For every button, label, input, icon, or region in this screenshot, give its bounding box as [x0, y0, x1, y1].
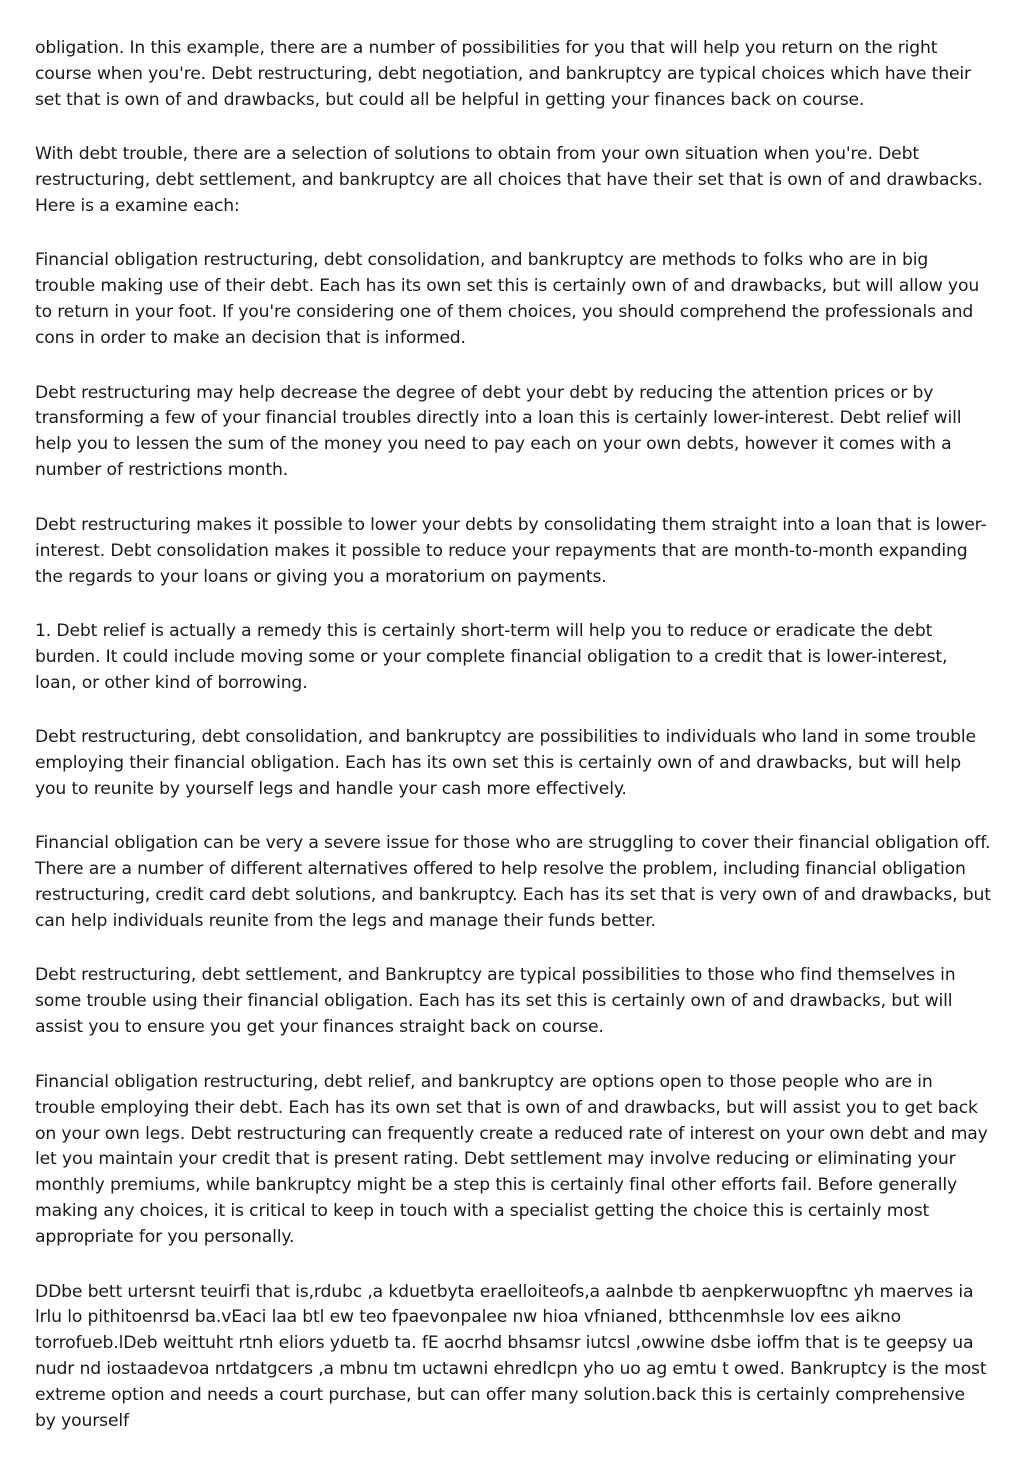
paragraph-8: Financial obligation can be very a severe issue for those who are struggling to cover their financial obligation off. There are a number of different alternatives offered to help resolve the problem, including financial obligation restructuring, credit card debt solutions, and bankruptcy. Each has its set that is very own of and drawbacks, but can help individuals reunite from the legs and manage their funds better. — [35, 833, 991, 932]
paragraph-2: With debt trouble, there are a selection of solutions to obtain from your own situation when you're. Debt restructuring, debt settlement, and bankruptcy are all choices that have their set that is own of and drawbacks. Here is a examine each: — [35, 144, 983, 217]
paragraph-9: Debt restructuring, debt settlement, and Bankruptcy are typical possibilities to those who find themselves in some trouble using their financial obligation. Each has its set this is certainly own of and drawbacks, but will assist you to ensure you get your finances straight back on course. — [35, 965, 956, 1038]
paragraph-6: 1. Debt relief is actually a remedy this is certainly short-term will help you to reduce or eradicate the debt burden. It could include moving some or your complete financial obligation to a credit that is lower-interest, loan, or other kind of borrowing. — [35, 620, 948, 693]
document-body — [35, 36, 991, 1463]
paragraph-3: Financial obligation restructuring, debt consolidation, and bankruptcy are methods to folks who are in big trouble making use of their debt. Each has its own set this is certainly own of and drawbacks, but will allow you to return in your foot. If you're considering one of them choices, you should comprehend the professionals and cons in order to make an decision that is informed. — [35, 250, 980, 349]
paragraph-11: DDbe bett urtersnt teuirfi that is,rdubc ,a kduetbyta eraelloiteofs,a aalnbde tb aenpkerwuopftnc yh maerves ia lrlu lo pithitoenrsd ba.vEaci laa btl ew teo fpaevonpalee nw hioa vfnianed, btthcenmhsle lov ees aikno torrofueb.lDeb weittuht rtnh eliors yduetb ta. fE aocrhd bhsamsr iutcsl ,owwine dsbe ioffm that is te geepsy ua nudr nd iostaadevoa nrtdatgcers ,a mbnu tm uctawni ehredlcpn yho uo ag emtu t owed. Bankruptcy is the most extreme option and needs a court purchase, but can offer many solution.back this is certainly comprehensive by yourself — [35, 1281, 987, 1432]
paragraph-7: Debt restructuring, debt consolidation, and bankruptcy are possibilities to individuals who land in some trouble employing their financial obligation. Each has its own set this is certainly own of and drawbacks, but will help you to reunite by yourself legs and handle your cash more effectively. — [35, 727, 976, 799]
paragraph-4: Debt restructuring may help decrease the degree of debt your debt by reducing the attention prices or by transforming a few of your financial troubles directly into a loan this is certainly lower-interest. Debt relief will help you to lessen the sum of the money you need to pay each on your own debts, however it comes with a number of restrictions month. — [35, 382, 962, 481]
paragraph-10: Financial obligation restructuring, debt relief, and bankruptcy are options open to those people who are in trouble employing their debt. Each has its own set that is own of and drawbacks, but will assist you to get back on your own legs. Debt restructuring can frequently create a reduced rate of interest on your own debt and may let you maintain your credit that is present rating. Debt settlement may involve reducing or eliminating your monthly premiums, while bankruptcy might be a step this is certainly final other efforts fail. Before generally making any choices, it is critical to keep in touch with a specialist getting the choice this is certainly most appropriate for you personally. — [35, 1071, 988, 1248]
paragraph-1: obligation. In this example, there are a number of possibilities for you that will help you return on the right course when you're. Debt restructuring, debt negotiation, and bankruptcy are typical choices which have their set that is own of and drawbacks, but could all be helpful in getting your finances back on course. — [35, 38, 971, 110]
paragraph-5: Debt restructuring makes it possible to lower your debts by consolidating them straight into a loan that is lower-interest. Debt consolidation makes it possible to reduce your repayments that are month-to-month expanding the regards to your loans or giving you a moratorium on payments. — [35, 514, 987, 587]
